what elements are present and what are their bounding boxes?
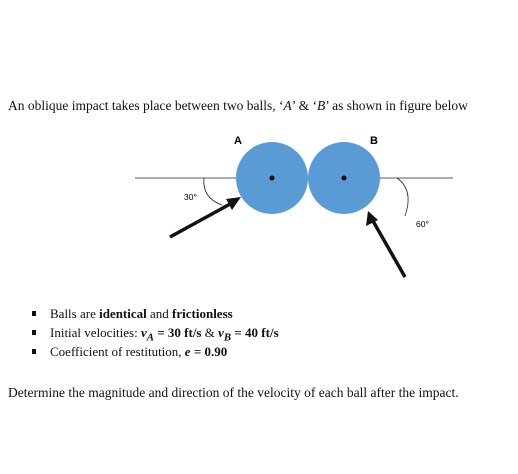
bullet-text: and (146, 306, 173, 321)
bullet-text: Initial velocities: (50, 325, 141, 340)
ball-a-center (270, 176, 275, 181)
intro-ball-b: B (317, 98, 326, 113)
angle-arc-b (397, 178, 408, 216)
symbol-vb: v (218, 325, 224, 340)
velocity-arrow-a (170, 203, 232, 237)
value-va: = 30 ft/s (154, 325, 202, 340)
ball-b-center (342, 176, 347, 181)
symbol-va-subscript: A (146, 331, 154, 344)
intro-text-start: An oblique impact takes place between two balls, ‘ (8, 98, 284, 113)
bullet-bold: identical (99, 306, 147, 321)
bullet-properties (26, 304, 279, 323)
angle-label-a: 30° (184, 192, 197, 202)
symbol-va: v (140, 325, 147, 340)
bullet-velocities (26, 323, 279, 342)
problem-question: Determine the magnitude and direction of the velocity of each ball after the impact. (8, 385, 459, 400)
bullet-restitution (26, 342, 279, 361)
label-a: A (234, 135, 242, 147)
symbol-e: e (184, 344, 191, 359)
bullet-text: Balls are (50, 306, 100, 321)
bullet-text: Coefficient of restitution, (50, 344, 185, 359)
given-data-list (26, 304, 279, 361)
label-b: B (370, 135, 378, 147)
intro-ball-a: A (283, 98, 292, 113)
intro-text-end: ’ as shown in figure below (325, 98, 468, 113)
angle-label-b: 60° (416, 219, 429, 229)
intro-text-middle: ’ & ‘ (291, 98, 318, 113)
velocity-arrow-b (373, 221, 405, 277)
bullet-text: & (201, 325, 219, 340)
value-vb: = 40 ft/s (231, 325, 279, 340)
symbol-vb-subscript: B (223, 331, 232, 344)
angle-arc-a (204, 178, 222, 205)
value-e: = 0.90 (190, 344, 228, 359)
bullet-bold: frictionless (172, 306, 233, 321)
